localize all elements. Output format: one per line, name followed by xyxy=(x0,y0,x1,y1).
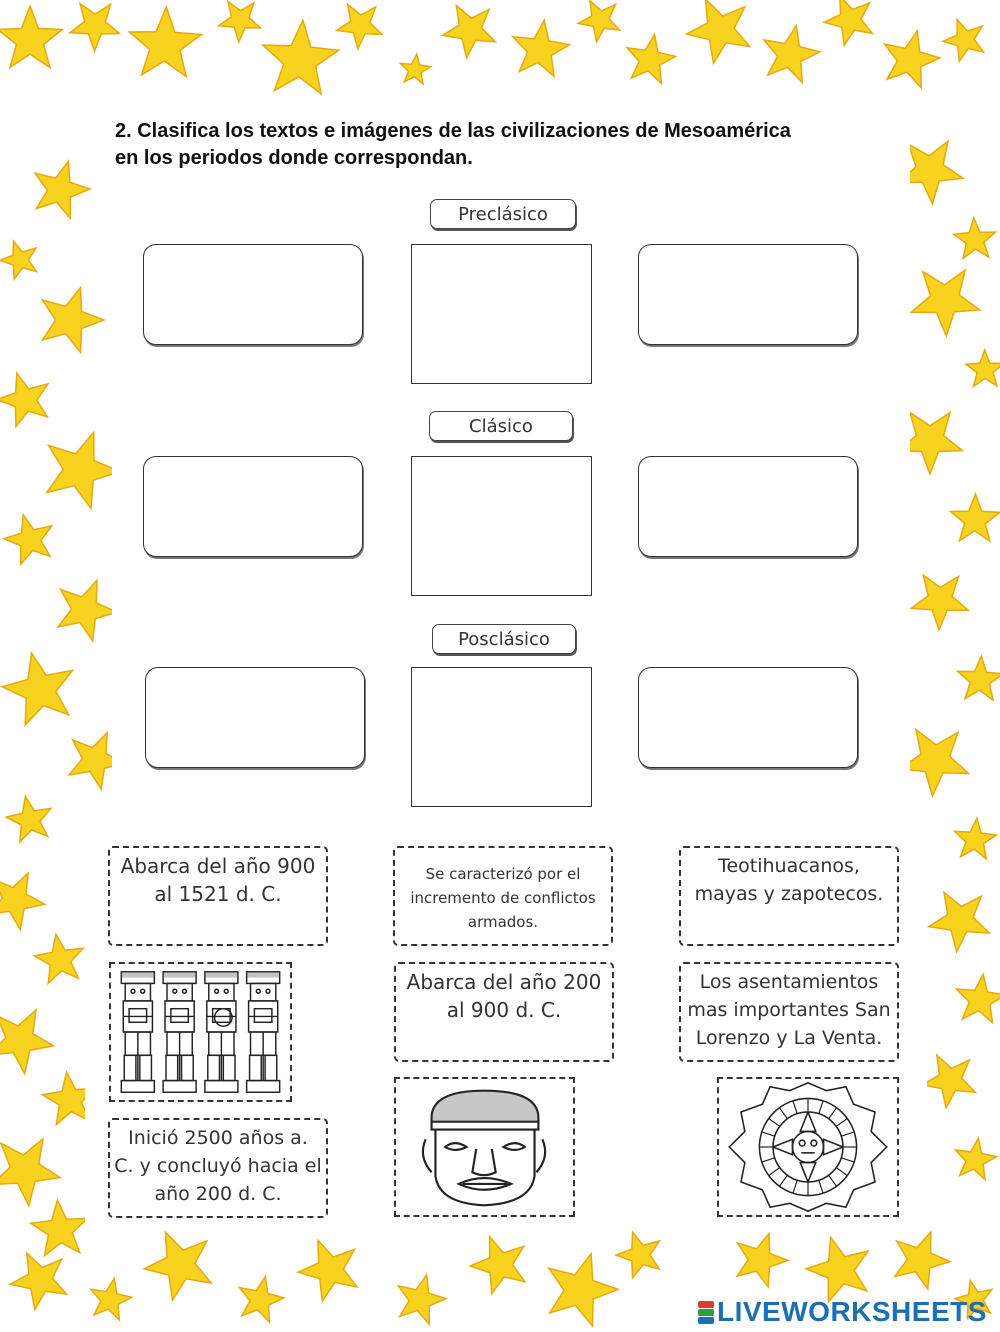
star-icon xyxy=(400,54,430,84)
star-icon xyxy=(0,873,45,930)
star-icon xyxy=(10,1253,66,1310)
instruction-text xyxy=(115,118,905,172)
star-icon xyxy=(956,974,1000,1023)
star-icon xyxy=(911,270,979,336)
period-label-clasico: Clásico xyxy=(429,411,573,441)
drop-zone-posclasico-1[interactable] xyxy=(145,667,365,768)
drop-zone-preclasico-1[interactable] xyxy=(143,244,363,345)
star-icon xyxy=(0,1139,60,1206)
star-icon xyxy=(34,934,83,983)
draggable-card-posclasico-dates[interactable] xyxy=(108,846,328,946)
star-icon xyxy=(443,6,496,58)
star-icon xyxy=(549,1254,618,1326)
liveworksheets-logo xyxy=(698,1297,987,1327)
star-icon xyxy=(398,1275,446,1324)
star-icon xyxy=(943,20,984,62)
star-icon xyxy=(2,653,73,725)
drop-zone-clasico-2[interactable] xyxy=(411,456,592,596)
liveworksheets-mark-icon xyxy=(698,1301,714,1324)
draggable-card-civilizations[interactable] xyxy=(679,846,899,946)
instruction-line-2: en los periodos donde correspondan. xyxy=(115,147,473,169)
star-icon xyxy=(950,494,1000,541)
aztec-calendar-icon xyxy=(719,1079,897,1215)
star-icon xyxy=(43,288,105,353)
star-icon xyxy=(824,0,872,45)
draggable-card-conflicts[interactable] xyxy=(393,846,613,946)
drop-zone-posclasico-3[interactable] xyxy=(638,667,858,768)
star-icon xyxy=(58,580,117,641)
brand-text: LIVEWORKSHEETS xyxy=(717,1296,987,1327)
draggable-card-preclasico-dates[interactable] xyxy=(108,1118,328,1218)
card-text: Teotihuacanos, mayas y zapotecos. xyxy=(694,855,884,905)
star-icon xyxy=(35,161,90,218)
drop-zone-posclasico-2[interactable] xyxy=(411,667,592,807)
draggable-image-olmec-head[interactable] xyxy=(394,1077,575,1217)
draggable-image-aztec-calendar[interactable] xyxy=(717,1077,899,1217)
star-icon xyxy=(737,1234,788,1287)
star-icon xyxy=(627,34,676,83)
star-icon xyxy=(0,241,36,279)
toltec-atlantes-icon xyxy=(111,964,290,1100)
star-icon xyxy=(31,1200,88,1256)
card-text: Inició 2500 años a. C. y concluyó hacia el año 200 d. C. xyxy=(114,1127,322,1205)
star-icon xyxy=(4,515,52,564)
star-icon xyxy=(954,218,996,259)
star-icon xyxy=(513,20,570,76)
star-icon xyxy=(806,1237,868,1302)
star-icon xyxy=(70,4,120,51)
period-label-preclasico: Preclásico xyxy=(430,199,576,229)
star-icon xyxy=(0,373,48,426)
card-text: Se caracterizó por el incremento de conflictos armados. xyxy=(410,865,596,931)
draggable-card-settlements[interactable] xyxy=(679,962,899,1062)
olmec-head-icon xyxy=(396,1079,573,1215)
star-icon xyxy=(929,892,990,952)
star-icon xyxy=(966,350,1000,386)
instruction-line-1: 2. Clasifica los textos e imágenes de las civilizaciones de Mesoamérica xyxy=(115,120,791,142)
star-icon xyxy=(129,7,201,77)
draggable-card-clasico-dates[interactable] xyxy=(394,962,614,1062)
star-icon xyxy=(922,1055,975,1107)
star-icon xyxy=(263,20,339,94)
star-icon xyxy=(91,1278,132,1320)
star-icon xyxy=(337,4,383,49)
star-icon xyxy=(0,6,62,68)
drop-zone-clasico-1[interactable] xyxy=(143,456,363,557)
star-icon xyxy=(686,0,749,63)
card-text: Abarca del año 900 al 1521 d. C. xyxy=(120,854,316,906)
star-icon xyxy=(0,1010,53,1074)
star-icon xyxy=(470,1237,525,1294)
star-icon xyxy=(955,1138,996,1179)
star-icon xyxy=(47,432,120,508)
star-icon xyxy=(219,2,261,43)
star-icon xyxy=(955,818,997,859)
drop-zone-preclasico-3[interactable] xyxy=(638,244,858,345)
star-icon xyxy=(578,0,619,41)
card-text: Los asentamientos mas importantes San Lorenzo y La Venta. xyxy=(687,971,891,1049)
card-text: Abarca del año 200 al 900 d. C. xyxy=(406,970,602,1022)
star-icon xyxy=(900,730,968,796)
star-icon xyxy=(6,796,51,841)
drop-zone-clasico-3[interactable] xyxy=(638,456,858,557)
star-icon xyxy=(764,26,820,83)
star-icon xyxy=(885,31,940,88)
star-icon xyxy=(911,575,968,630)
draggable-image-atlantes[interactable] xyxy=(109,962,292,1102)
drop-zone-preclasico-2[interactable] xyxy=(411,244,592,384)
star-icon xyxy=(616,1232,659,1278)
star-icon xyxy=(239,1277,284,1323)
period-label-posclasico: Posclásico xyxy=(432,624,576,654)
star-icon xyxy=(958,656,1000,700)
star-icon xyxy=(298,1240,357,1301)
star-icon xyxy=(895,1232,950,1289)
star-icon xyxy=(144,1232,211,1300)
